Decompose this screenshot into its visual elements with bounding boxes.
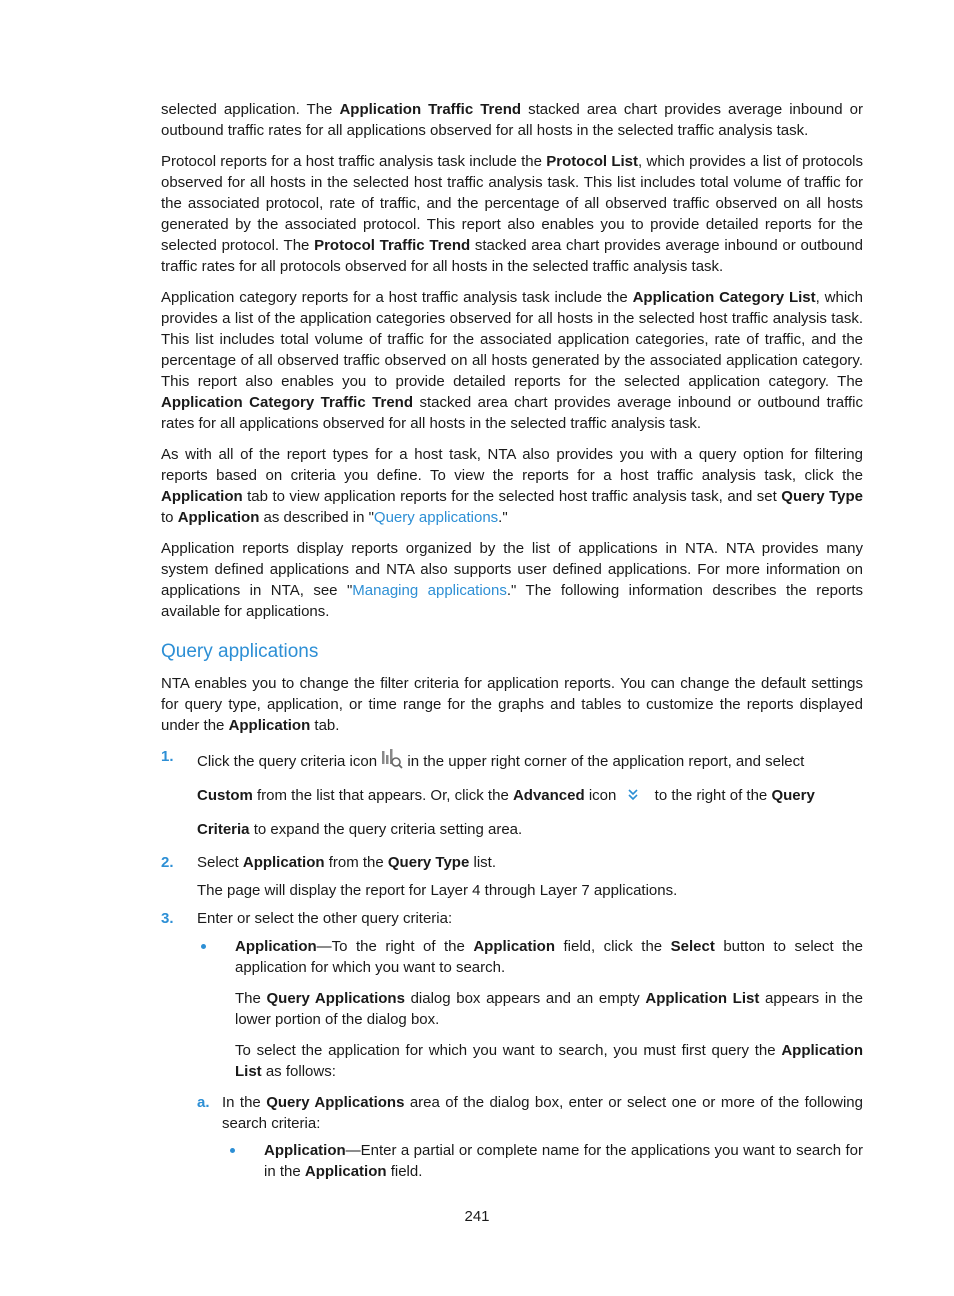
paragraph-application-trend: selected application. The Application Traffic Trend stacked area chart provides average inbound or outbound traffic rates for all applications observed for all hosts in the selected traffic analysis task. <box>161 101 863 139</box>
section-heading: Query applications <box>161 641 319 662</box>
paragraph-protocol-reports: Protocol reports for a host traffic analysis task include the Protocol List, which provides a list of protocols observed for all hosts in the selected host traffic analysis task. This list includes total volume of traffic for the associated protocol, rate of traffic, and the percentage of all observed traffic observed on all hosts generated by the associated protocol. This report also enables you to provide detailed reports for the selected protocol. The Protocol Traffic Trend stacked area chart provides average inbound or outbound traffic rates for all protocols observed for all hosts in the selected traffic analysis task. <box>161 153 864 275</box>
paragraph-application-category: Application category reports for a host traffic analysis task include the Application Category List, which provides a list of the application categories observed for all hosts in the selected host traffic analysis task. This list includes total volume of traffic for the associated application categories, rate of traffic, and the percentage of all observed traffic observed on all hosts generated by the associated application category. This report also enables you to provide detailed reports for the selected application category. The Application Category Traffic Trend stacked area chart provides average inbound or outbound traffic rates for all applications observed for all hosts in the selected traffic analysis task. <box>161 289 864 432</box>
query-criteria-icon <box>381 749 403 780</box>
paragraph-application-reports: Application reports display reports organized by the list of applications in NTA. NTA provides many system defined applications and NTA also supports user defined applications. For more information on applications in NTA, see "Managing applications." The following information describes the reports available for applications. <box>161 540 863 620</box>
step-number: 1. <box>161 748 174 765</box>
substep-a: a. In the Query Applications area of the dialog box, enter or select one or more of the following search criteria: <box>197 1094 863 1132</box>
step-number: 3. <box>161 910 174 927</box>
paragraph-query-option: As with all of the report types for a host task, NTA also provides you with a query option for filtering reports based on criteria you define. To view the reports for a host traffic analysis task, click the Application tab to view application reports for the selected host traffic analysis task, and set Query Type to Application as described in "Query applications." <box>161 446 863 526</box>
bullet-application-query: To select the application for which you want to search, you must first query the Application List as follows: <box>235 1042 863 1080</box>
step-2: 2. Select Application from the Query Type list. <box>161 854 496 871</box>
paragraph-filter-criteria: NTA enables you to change the filter criteria for application reports. You can change the default settings for query type, application, or time range for the graphs and tables to customize the reports displayed under the Application tab. <box>161 675 863 734</box>
step-3: 3. Enter or select the other query criteria: <box>161 910 453 927</box>
bullet-dot-icon <box>230 1148 235 1153</box>
managing-applications-link[interactable]: Managing applications <box>352 582 507 599</box>
bullet-application-dialog: The Query Applications dialog box appears and an empty Application List appears in the lower portion of the dialog box. <box>235 990 863 1028</box>
step-number: 2. <box>161 854 174 871</box>
page-number: 241 <box>464 1208 490 1225</box>
subbullet-application: Application—Enter a partial or complete name for the applications you want to search for in the Application field. <box>161 1140 863 1182</box>
advanced-chevron-icon <box>627 783 639 814</box>
query-applications-link[interactable]: Query applications <box>373 509 499 526</box>
document-body <box>161 99 863 1192</box>
bullet-dot-icon <box>201 944 206 949</box>
step-1: 1. Click the query criteria icon in the upper right corner of the application report, and select Custom from the list that appears. Or, click the Advanced icon to the right of the Query Criteria to expand the query criteria setting area. <box>161 748 815 838</box>
substep-letter: a. <box>197 1094 210 1111</box>
step-2-note: The page will display the report for Layer 4 through Layer 7 applications. <box>197 882 678 899</box>
bullet-application: Application—To the right of the Application field, click the Select button to select the application for which you want to search. <box>161 936 863 978</box>
